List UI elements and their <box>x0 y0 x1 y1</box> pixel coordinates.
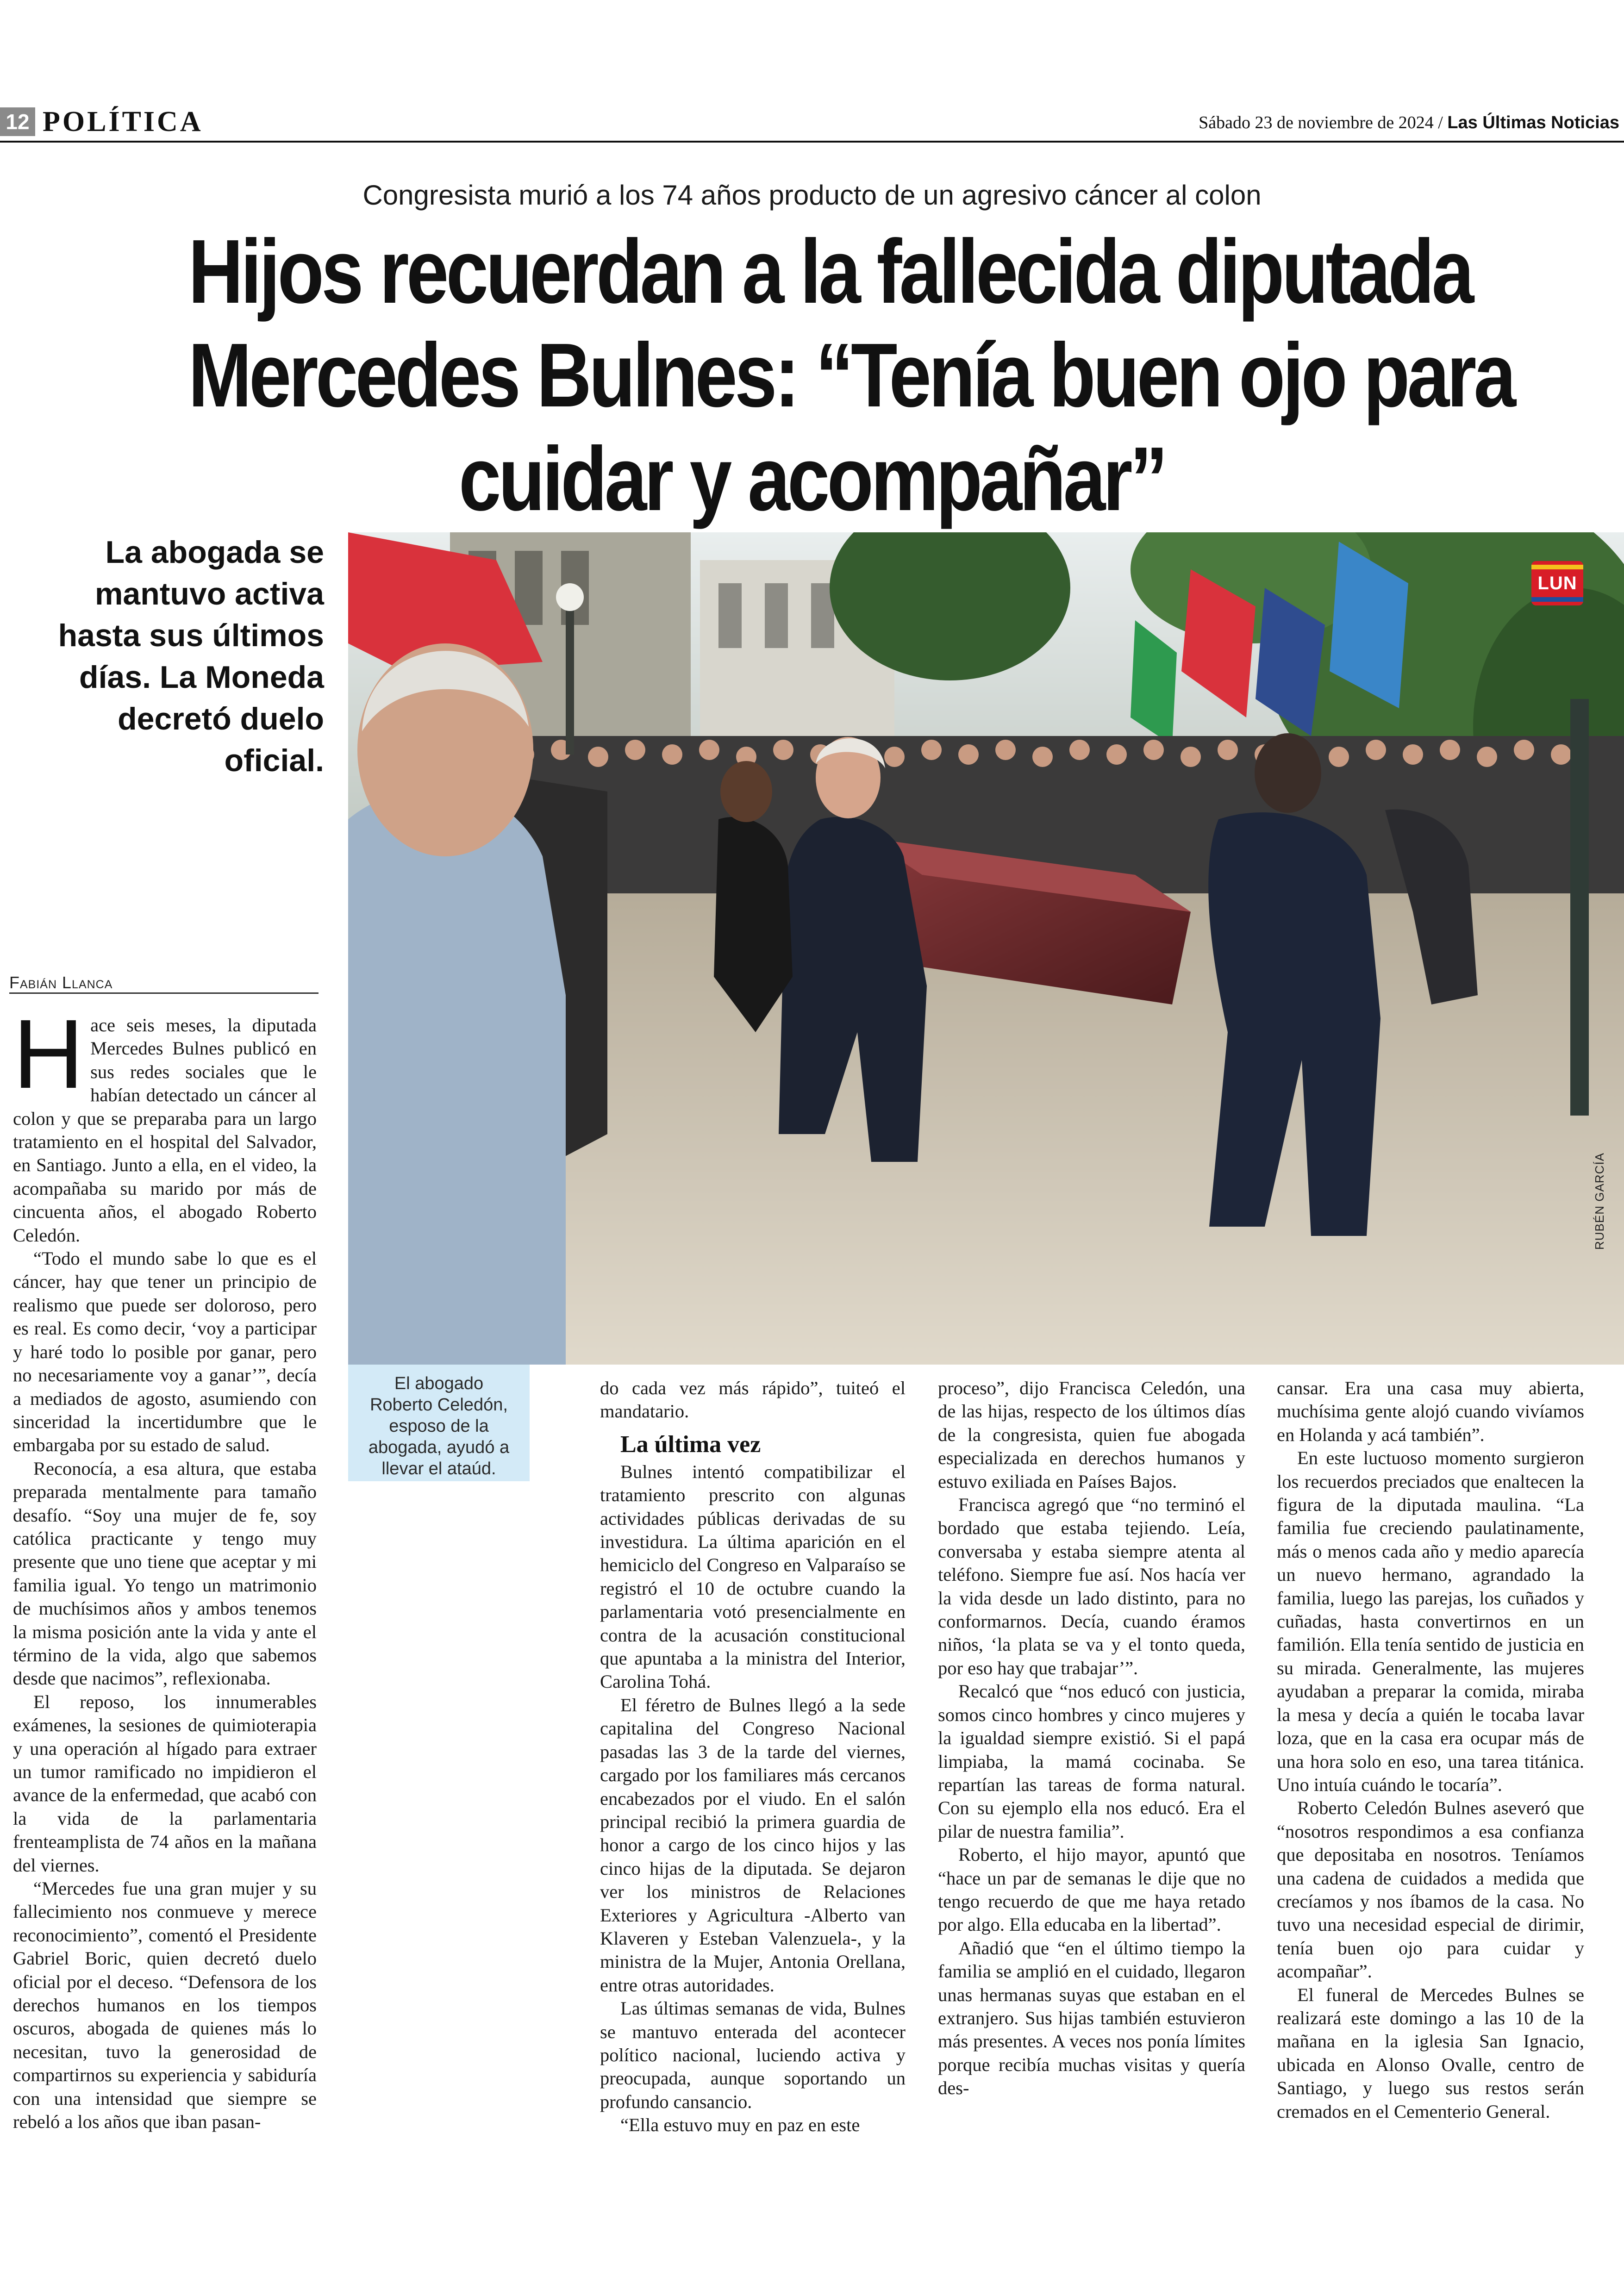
body-paragraph: Francisca agregó que “no terminó el bordado que estaba tejiendo. Leía, conversaba y estaba siempre atenta al teléfono. Siempre fue así. Nos hacía ver la vida desde un lado distinto, para no conformarnos. Decía, cuando éramos niños, ‘la plata se va y el tonto queda, por eso hay que trabajar’”. <box>938 1494 1245 1678</box>
byline: Fabián Llanca <box>9 973 113 992</box>
headline-line: Mercedes Bulnes: “Tenía buen ojo para <box>188 324 1514 426</box>
headline-line: cuidar y acompañar” <box>458 428 1166 530</box>
dateline-separator: / <box>1433 113 1448 132</box>
photo-illustration <box>348 532 1624 1365</box>
body-paragraph: El funeral de Mercedes Bulnes se realizará este domingo a las 10 de la mañana en la iglesia San Ignacio, ubicada en Alonso Ovalle, centro de Santiago, y luego sus restos serán cremados en el Cementerio General. <box>1277 1984 1584 2122</box>
photo-lamp-post <box>566 602 574 755</box>
body-paragraph: proceso”, dijo Francisca Celedón, una de las hijas, respecto de los últimos días de la congresista, quien fue abogada especializada en derechos humanos y estuvo exiliada en Países Bajos. <box>938 1378 1245 1492</box>
body-paragraph: Recalcó que “nos educó con justicia, somos cinco hombres y cinco mujeres y la igualdad siempre existió. Si el papá limpiaba, la mamá cocinaba. Se repartían las tareas de forma natural. Con su ejemplo ella nos educó. Era el pilar de nuestra familia”. <box>938 1681 1245 1842</box>
caption-line: llevar el ataúd. <box>381 1459 496 1478</box>
body-paragraph <box>13 999 317 1247</box>
paragraph-text: ace seis meses, la diputada Mercedes Bulnes publicó en sus redes sociales que le habían detectado un cáncer al colon y que se preparaba para un largo tratamiento en el hospital del Salvador, en Santiago. Junto a ella, en el video, la acompañaba su marido por más de cincuenta años, el abogado Roberto Celedón. <box>13 1015 317 1246</box>
deck-line: oficial. <box>224 743 324 778</box>
body-paragraph: Roberto Celedón Bulnes aseveró que “nosotros respondimos a esa confianza que depositaba en nosotros. Teníamos una cadena de cuidados a medida que crecíamos y nos íbamos de la casa. No tuvo una necesidad especial de dirimir, tenía buen ojo para cuidar y acompañar”. <box>1277 1797 1584 1982</box>
headline-line: Hijos recuerdan a la fallecida diputada <box>188 221 1472 322</box>
lun-logo-text: LUN <box>1537 573 1577 593</box>
funeral-photo <box>348 532 1624 1365</box>
article-kicker: Congresista murió a los 74 años producto de un agresivo cáncer al colon <box>362 180 1262 211</box>
body-paragraph: cansar. Era una casa muy abierta, muchísima gente alojó cuando vivíamos en Holanda y acá también”. <box>1277 1378 1584 1445</box>
caption-line: abogada, ayudó a <box>368 1438 510 1457</box>
body-paragraph: Añadió que “en el último tiempo la familia se amplió en el cuidado, llegaron unas hermanas suyas que estaban en el extranjero. Sus hijas también estuvieron más presentes. A veces nos ponía límites porque recibía muchas visitas y quería des- <box>938 1937 1245 2099</box>
deck-line: mantuvo activa <box>94 576 324 611</box>
photo-person-bearer-head <box>1255 733 1321 813</box>
body-column-4 <box>1277 1377 1584 2123</box>
body-paragraph: El reposo, los innumerables exámenes, la sesiones de quimioterapia y una operación al hígado para extraer un tumor ramificado no impidieron el avance de la enfermedad, que acabó con la vida de la parlamentaria frenteamplista de 74 años en la mañana del viernes. <box>13 1691 317 1876</box>
page-number: 12 <box>0 107 35 136</box>
deck-line: días. La Moneda <box>79 660 324 695</box>
body-paragraph: El féretro de Bulnes llegó a la sede capitalina del Congreso Nacional pasadas las 3 de la tarde del viernes, cargado por los familiares más cercanos encabezados por el viudo. En el salón principal recibió la primera guardia de honor a cargo de los cinco hijos y las cinco hijas de la diputada. Se dejaron ver los ministros de Relaciones Exteriores y Agricultura -Alberto van Klaveren y Esteban Valenzuela-, y la ministra de la Mujer, Antonia Orellana, entre otras autoridades. <box>600 1694 906 1996</box>
deck-line: La abogada se <box>105 535 324 570</box>
photo-lamp-post <box>1570 699 1589 1116</box>
photo-credit: RUBÉN GARCÍA <box>1593 1153 1606 1250</box>
caption-line: El abogado <box>394 1374 484 1393</box>
body-paragraph: “Todo el mundo sabe lo que es el cáncer, hay que tener un principio de realismo que puede ser doloroso, pero es real. Es como decir, ‘voy a participar y haré todo lo posible por ganar, pero no necesariamente voy a ganar’”, decía a mediados de agosto, asumiendo con sinceridad la incertidumbre que le embargaba por su estado de salud. <box>13 1248 317 1456</box>
photo-building <box>765 583 788 648</box>
section-label: POLÍTICA <box>43 106 203 137</box>
photo-building <box>718 583 742 648</box>
article-deck <box>28 531 324 781</box>
caption-line: esposo de la <box>389 1416 489 1436</box>
body-column-1 <box>13 999 317 2134</box>
body-paragraph: Roberto, el hijo mayor, apuntó que “hace un par de semanas le dije que no tengo recuerdo de que me haya retado por algo. Ella educaba en la libertad”. <box>938 1844 1245 1935</box>
byline-rule <box>9 992 319 994</box>
body-paragraph: Las últimas semanas de vida, Bulnes se mantuvo enterada del acontecer político nacional, luciendo activa y preocupada, aunque soportando un profundo cansancio. <box>600 1998 906 2112</box>
dateline <box>1199 111 1619 134</box>
issue-date: Sábado 23 de noviembre de 2024 <box>1199 113 1434 132</box>
body-column-3 <box>938 1377 1245 2100</box>
photo-person-woman-head <box>720 761 772 822</box>
body-paragraph: Bulnes intentó compatibilizar el tratamiento prescrito con algunas actividades públicas derivadas de su investidura. La última aparición en el hemiciclo del Congreso en Valparaíso se registró el 10 de octubre cuando la parlamentaria votó presencialmente en contra de la acusación constitucional que apuntaba a la ministra del Interior, Carolina Tohá. <box>600 1461 906 1692</box>
photo-caption <box>348 1365 530 1481</box>
body-paragraph: Reconocía, a esa altura, que estaba preparada mentalmente para tamaño desafío. “Soy una mujer de fe, soy católica practicante y tengo muy presente que uno tiene que aceptar y mi familia igual. Yo tengo un matrimonio de muchísimos años y ambos tenemos la misma posición ante la vida y ante el término de la vida, algo que sabemos desde que nacimos”, reflexionaba. <box>13 1458 317 1689</box>
body-paragraph: do cada vez más rápido”, tuiteó el mandatario. <box>600 1378 906 1422</box>
photo-lamp <box>556 583 584 611</box>
drop-cap: H <box>13 999 84 1109</box>
photo-person-foreground <box>348 788 566 1365</box>
body-paragraph: “Mercedes fue una gran mujer y su fallecimiento nos conmueve y merece reconocimiento”, comentó el Presidente Gabriel Boric, quien decretó duelo oficial por el deceso. “Defensora de los derechos humanos en los tiempos oscuros, abogada de quienes más lo necesitan, tuvo la generosidad de compartirnos su experiencia y sabiduría con una intensidad que siempre se rebeló a los años que iban pasan- <box>13 1878 317 2133</box>
body-column-2 <box>600 1377 906 2137</box>
deck-line: decretó duelo <box>118 701 324 736</box>
body-paragraph: En este luctuoso momento surgieron los recuerdos preciados que enaltecen la figura de la diputada maulina. “La familia fue creciendo paulatinamente, más o menos cada año y medio aparecía un nuevo hermano, agrandado la familia, luego las parejas, los cuñados y cuñadas, hasta convertirnos en un familión. Ella tenía sentido de justicia en su mirada. Generalmente, las mujeres ayudaban a preparar la comida, miraba la mesa y decía a quién le tocaba lavar loza, que en la casa era ocupar más de una hora solo en eso, una tarea titánica. Uno intuía cuándo le tocaría”. <box>1277 1447 1584 1795</box>
deck-line: hasta sus últimos <box>58 618 324 653</box>
caption-line: Roberto Celedón, <box>370 1395 508 1415</box>
subhead: La última vez <box>620 1431 761 1458</box>
article-headline <box>188 220 1514 531</box>
lun-logo <box>1531 561 1583 605</box>
header-rule <box>0 141 1624 143</box>
body-paragraph: “Ella estuvo muy en paz en este <box>620 2114 860 2136</box>
publication-name: Las Últimas Noticias <box>1447 113 1619 132</box>
